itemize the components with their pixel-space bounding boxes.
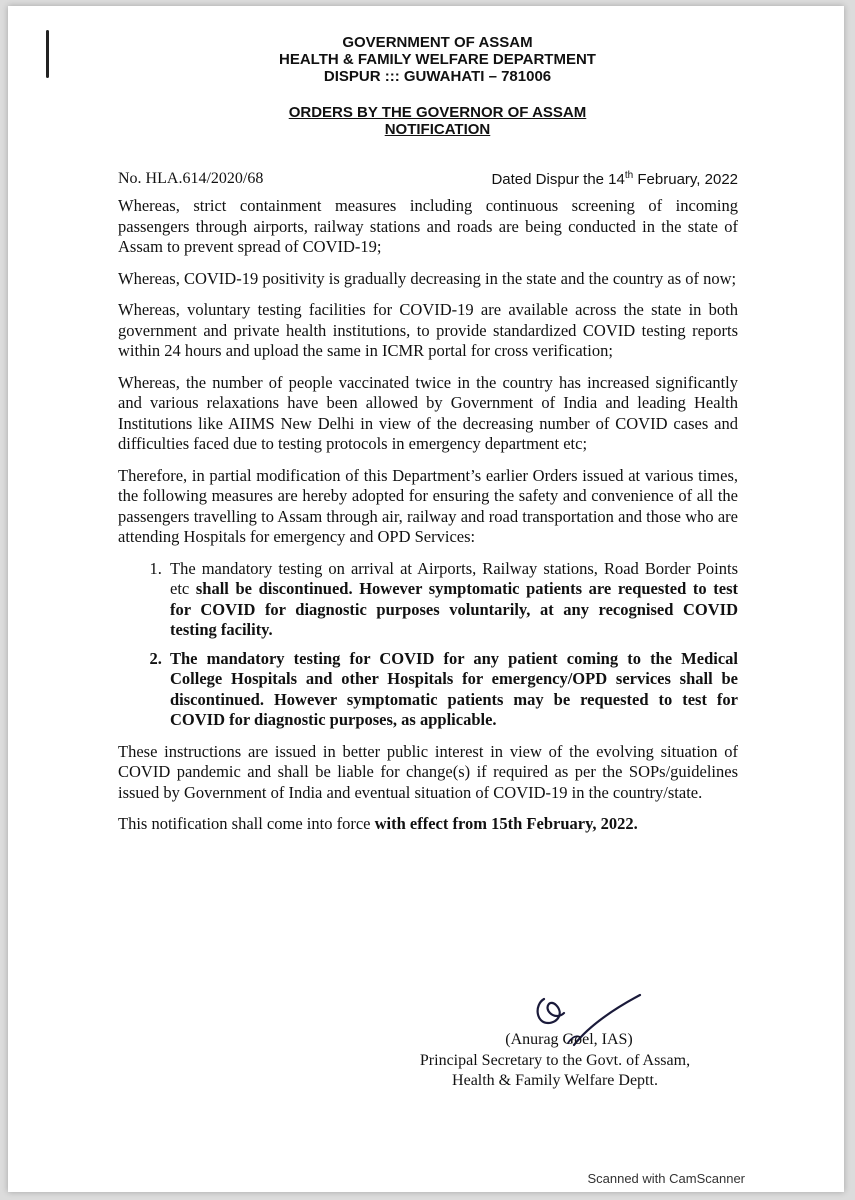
date-ordinal: th	[624, 170, 634, 181]
measure-2-bold: The mandatory testing for COVID for any patient coming to the Medical College Hospitals and other Hospitals for emergency/OPD services shall be discontinued. However symptomatic patients may be requested to test for COVID for diagnostic purposes, as applicable.	[170, 648, 738, 729]
measure-1-text: The mandatory testing on arrival at Airports, Railway stations, Road Border Points etc	[170, 558, 738, 598]
signatory-name: (Anurag Goel, IAS)	[505, 1031, 633, 1048]
measure-item	[166, 649, 738, 731]
measures-list	[118, 559, 738, 731]
letterhead-government: GOVERNMENT OF ASSAM	[342, 34, 533, 51]
letterhead-department: HEALTH & FAMILY WELFARE DEPARTMENT	[279, 51, 596, 68]
measure-item	[166, 559, 738, 641]
paragraph-vaccination: Whereas, the number of people vaccinated twice in the country has increased significantly and various relaxations have been allowed by Government of India and leading Health Institutions like AIIMS New Delhi in view of the decreasing number of COVID cases and difficulties faced due to testing protocols in emergency department etc;	[118, 372, 738, 453]
effect-date: with effect from 15th February, 2022.	[374, 814, 638, 833]
signatory-department: Health & Family Welfare Deptt.	[452, 1072, 658, 1089]
paragraph-containment: Whereas, strict containment measures including continuous screening of incoming passengers through airports, railway stations and roads are being conducted in the state of Assam to prevent spread of COVID-19;	[118, 196, 738, 256]
reference-number: No. HLA.614/2020/68	[118, 170, 264, 187]
date-prefix: Dated Dispur the 14	[491, 171, 625, 188]
letterhead	[0, 34, 855, 85]
paragraph-effect	[118, 814, 738, 835]
orders-title: ORDERS BY THE GOVERNOR OF ASSAM	[288, 104, 587, 121]
paragraph-positivity: Whereas, COVID-19 positivity is gradually decreasing in the state and the country as of now;	[118, 268, 737, 288]
signatory-block	[380, 1030, 730, 1092]
scanner-watermark: Scanned with CamScanner	[587, 1171, 745, 1186]
date-suffix: February, 2022	[633, 171, 738, 188]
paragraph-therefore: Therefore, in partial modification of this Department’s earlier Orders issued at various times, the following measures are hereby adopted for ensuring the safety and convenience of all the passengers travelling to Assam through air, railway and road transportation and those who are attending Hospitals for emergency and OPD Services:	[118, 465, 738, 546]
letterhead-address: DISPUR ::: GUWAHATI – 781006	[323, 68, 552, 85]
effect-text: This notification shall come into force	[118, 814, 375, 833]
paragraph-testing-facilities: Whereas, voluntary testing facilities for COVID-19 are available across the state in both government and private health institutions, to provide standardized COVID testing reports within 24 hours and upload the same in ICMR portal for cross verification;	[118, 300, 738, 360]
reference-date	[491, 170, 738, 188]
measure-1-bold: shall be discontinued. However symptomatic patients are requested to test for COVID for diagnostic purposes voluntarily, at any recognised COVID testing facility.	[170, 579, 739, 639]
orders-heading	[0, 104, 855, 138]
paragraph-instructions: These instructions are issued in better public interest in view of the evolving situation of COVID pandemic and shall be liable for change(s) if required as per the SOPs/guidelines issued by Government of India and eventual situation of COVID-19 in the country/state.	[118, 741, 738, 802]
orders-subtitle: NOTIFICATION	[384, 121, 491, 138]
signatory-designation: Principal Secretary to the Govt. of Assam,	[419, 1051, 691, 1069]
notification-body	[118, 196, 738, 846]
